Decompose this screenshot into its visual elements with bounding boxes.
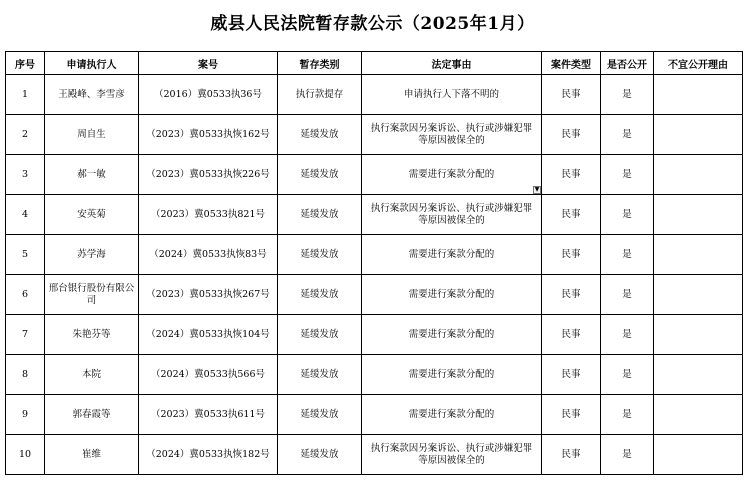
cell-applicant: 郝一敏 (45, 155, 139, 195)
cell-case-type: 民事 (542, 435, 601, 475)
cell-category: 延缓发放 (278, 315, 362, 355)
cell-no: 5 (6, 235, 45, 275)
cell-case-no: （2023）冀0533执恢162号 (139, 115, 278, 155)
cell-reason-not-public (654, 315, 743, 355)
table-row (6, 235, 743, 275)
cell-case-type: 民事 (542, 155, 601, 195)
cell-reason: 执行案款因另案诉讼、执行或涉嫌犯罪等原因被保全的 (362, 115, 542, 155)
column-header-reason: 法定事由 (362, 52, 542, 75)
column-header-category: 暂存类别 (278, 52, 362, 75)
cell-case-no: （2024）冀0533执恢104号 (139, 315, 278, 355)
cell-reason: 需要进行案款分配的 (362, 235, 542, 275)
cell-public: 是 (601, 435, 654, 475)
cell-category: 延缓发放 (278, 115, 362, 155)
cell-case-no: （2016）冀0533执36号 (139, 75, 278, 115)
cell-case-no: （2023）冀0533执恢267号 (139, 275, 278, 315)
cell-reason-not-public (654, 355, 743, 395)
cell-category: 执行款提存 (278, 75, 362, 115)
cell-case-no: （2024）冀0533执566号 (139, 355, 278, 395)
table-row (6, 115, 743, 155)
cell-applicant: 本院 (45, 355, 139, 395)
cell-no: 2 (6, 115, 45, 155)
column-header-no: 序号 (6, 52, 45, 75)
cell-public: 是 (601, 155, 654, 195)
cell-reason-not-public (654, 115, 743, 155)
cell-case-type: 民事 (542, 275, 601, 315)
cell-case-no: （2023）冀0533执821号 (139, 195, 278, 235)
cell-reason-not-public (654, 155, 743, 195)
cell-applicant: 崔维 (45, 435, 139, 475)
cell-public: 是 (601, 75, 654, 115)
table-row (6, 395, 743, 435)
cell-case-type: 民事 (542, 115, 601, 155)
cell-public: 是 (601, 115, 654, 155)
cell-case-type: 民事 (542, 395, 601, 435)
cell-no: 7 (6, 315, 45, 355)
cell-reason-with-dropdown[interactable] (362, 155, 542, 195)
cell-category: 延缓发放 (278, 235, 362, 275)
cell-case-no: （2024）冀0533执恢83号 (139, 235, 278, 275)
column-header-applicant: 申请执行人 (45, 52, 139, 75)
cell-public: 是 (601, 235, 654, 275)
cell-reason: 需要进行案款分配的 (362, 395, 542, 435)
cell-reason: 执行案款因另案诉讼、执行或涉嫌犯罪等原因被保全的 (362, 195, 542, 235)
cell-reason: 需要进行案款分配的 (362, 315, 542, 355)
cell-case-type: 民事 (542, 195, 601, 235)
column-header-reason-not-public: 不宜公开理由 (654, 52, 743, 75)
cell-public: 是 (601, 355, 654, 395)
cell-reason: 执行案款因另案诉讼、执行或涉嫌犯罪等原因被保全的 (362, 435, 542, 475)
table-row (6, 195, 743, 235)
cell-no: 10 (6, 435, 45, 475)
cell-public: 是 (601, 315, 654, 355)
cell-category: 延缓发放 (278, 155, 362, 195)
cell-case-type: 民事 (542, 315, 601, 355)
cell-case-type: 民事 (542, 235, 601, 275)
column-header-case-type: 案件类型 (542, 52, 601, 75)
column-header-case-no: 案号 (139, 52, 278, 75)
cell-no: 9 (6, 395, 45, 435)
cell-no: 3 (6, 155, 45, 195)
cell-applicant: 郭春霞等 (45, 395, 139, 435)
cell-category: 延缓发放 (278, 195, 362, 235)
cell-case-type: 民事 (542, 355, 601, 395)
cell-case-no: （2023）冀0533执恢226号 (139, 155, 278, 195)
cell-applicant: 王殿峰、李雪彦 (45, 75, 139, 115)
cell-reason: 需要进行案款分配的 (362, 355, 542, 395)
cell-public: 是 (601, 275, 654, 315)
cell-reason-not-public (654, 275, 743, 315)
deposit-table (5, 51, 743, 475)
cell-reason-not-public (654, 235, 743, 275)
cell-case-no: （2024）冀0533执恢182号 (139, 435, 278, 475)
cell-category: 延缓发放 (278, 355, 362, 395)
cell-no: 8 (6, 355, 45, 395)
cell-reason-not-public (654, 195, 743, 235)
cell-no: 6 (6, 275, 45, 315)
cell-reason-not-public (654, 75, 743, 115)
table-row (6, 275, 743, 315)
cell-no: 1 (6, 75, 45, 115)
table-row (6, 75, 743, 115)
cell-public: 是 (601, 195, 654, 235)
table-header-row (6, 52, 743, 75)
chevron-down-icon[interactable]: ▼ (534, 186, 540, 193)
table-row (6, 355, 743, 395)
cell-reason: 需要进行案款分配的 (362, 275, 542, 315)
cell-category: 延缓发放 (278, 435, 362, 475)
cell-case-no: （2023）冀0533执611号 (139, 395, 278, 435)
page-title: 威县人民法院暂存款公示（2025年1月） (210, 14, 535, 34)
cell-category: 延缓发放 (278, 275, 362, 315)
cell-category: 延缓发放 (278, 395, 362, 435)
table-row (6, 155, 743, 195)
cell-case-type: 民事 (542, 75, 601, 115)
cell-applicant: 安英菊 (45, 195, 139, 235)
cell-applicant: 邢台银行股份有限公司 (45, 275, 139, 315)
cell-public: 是 (601, 395, 654, 435)
cell-applicant: 苏学海 (45, 235, 139, 275)
cell-no: 4 (6, 195, 45, 235)
table-row (6, 315, 743, 355)
cell-reason-not-public (654, 395, 743, 435)
table-row (6, 435, 743, 475)
cell-applicant: 朱艳芬等 (45, 315, 139, 355)
column-header-public: 是否公开 (601, 52, 654, 75)
cell-reason-not-public (654, 435, 743, 475)
cell-reason: 申请执行人下落不明的 (362, 75, 542, 115)
cell-reason-text: 需要进行案款分配的 (408, 168, 495, 180)
cell-applicant: 周自生 (45, 115, 139, 155)
